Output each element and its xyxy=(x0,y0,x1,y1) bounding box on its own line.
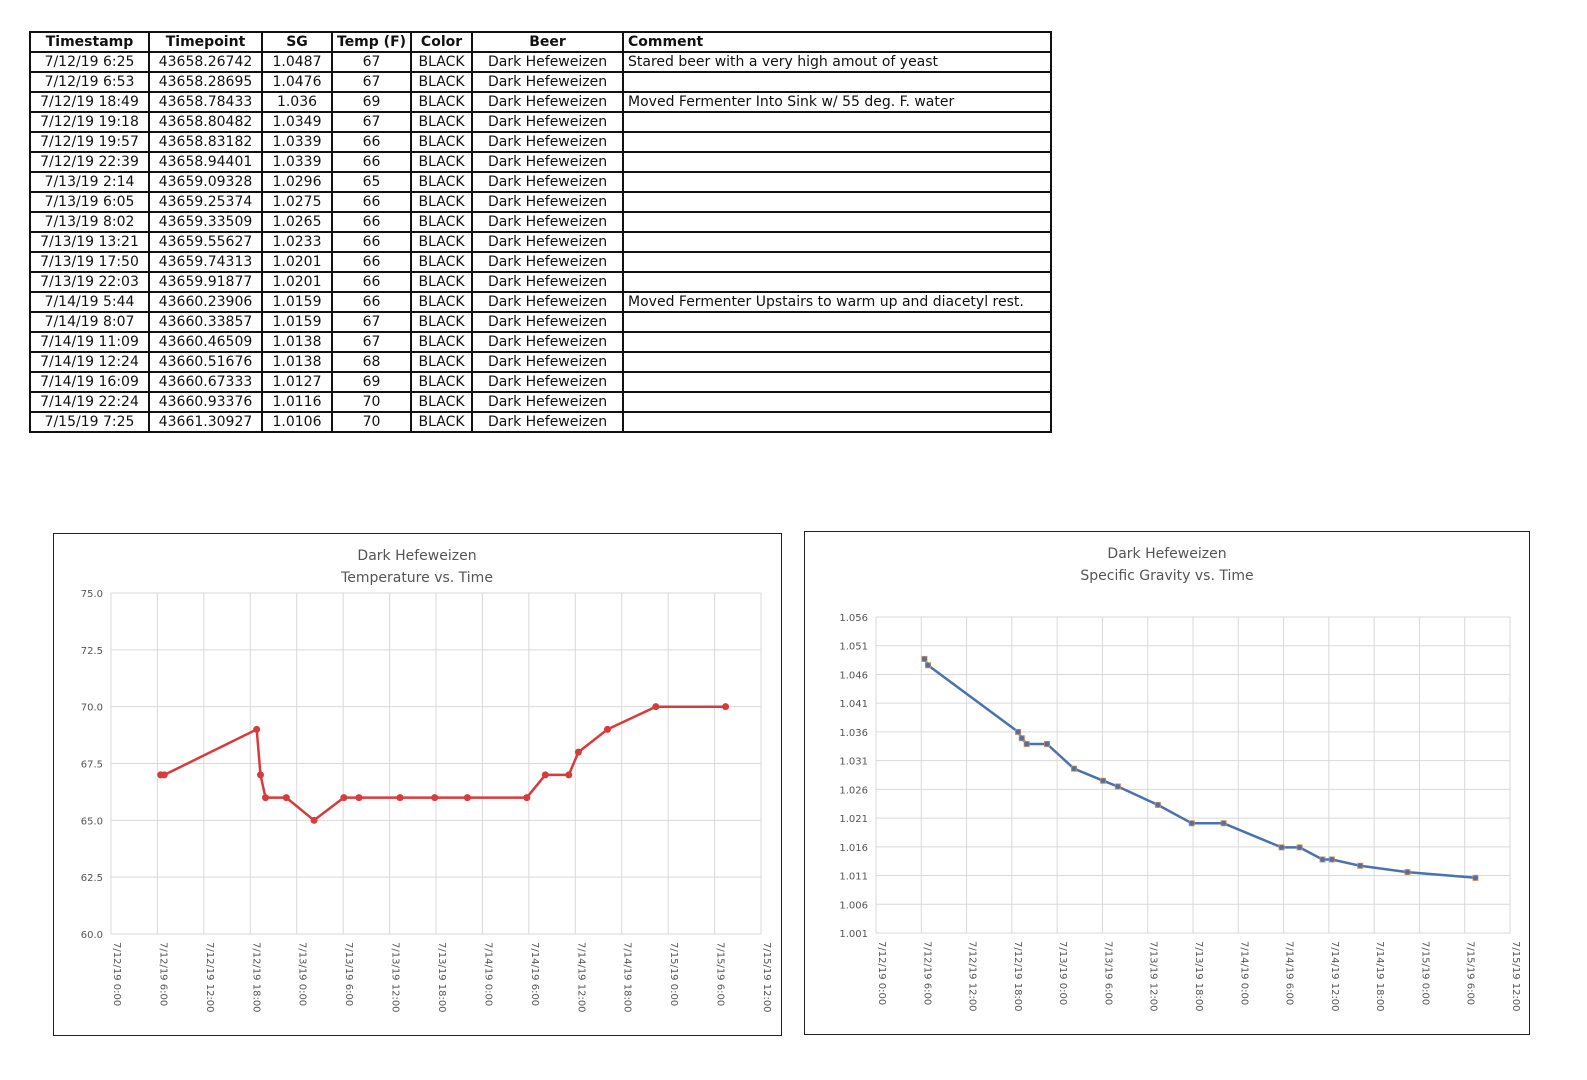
data-point xyxy=(1320,857,1325,862)
cell-comment xyxy=(623,352,1051,372)
table-row xyxy=(30,412,1051,432)
cell-sg: 1.0127 xyxy=(262,372,332,392)
cell-comment xyxy=(623,252,1051,272)
column-header-sg: SG xyxy=(262,32,332,52)
cell-sg: 1.0349 xyxy=(262,112,332,132)
cell-timepoint: 43659.74313 xyxy=(149,252,262,272)
data-point xyxy=(1115,784,1120,789)
cell-timestamp: 7/13/19 17:50 xyxy=(30,252,149,272)
x-tick-label: 7/12/19 0:00 xyxy=(876,941,887,1006)
cell-color: BLACK xyxy=(411,72,472,92)
data-point xyxy=(1019,736,1024,741)
cell-beer: Dark Hefeweizen xyxy=(472,132,623,152)
cell-timepoint: 43661.30927 xyxy=(149,412,262,432)
cell-comment xyxy=(623,132,1051,152)
cell-sg: 1.0138 xyxy=(262,352,332,372)
y-tick-label: 1.051 xyxy=(839,641,868,653)
data-point xyxy=(340,794,347,801)
data-point xyxy=(652,703,659,710)
cell-beer: Dark Hefeweizen xyxy=(472,212,623,232)
cell-beer: Dark Hefeweizen xyxy=(472,252,623,272)
cell-temp: 65 xyxy=(332,172,411,192)
data-point xyxy=(1279,845,1284,850)
cell-color: BLACK xyxy=(411,352,472,372)
y-tick-label: 1.001 xyxy=(839,929,868,940)
data-point xyxy=(1189,821,1194,826)
y-tick-label: 1.011 xyxy=(839,871,868,883)
y-tick-label: 1.006 xyxy=(839,900,868,912)
cell-timepoint: 43659.09328 xyxy=(149,172,262,192)
data-point xyxy=(1473,875,1478,880)
x-tick-label: 7/14/19 12:00 xyxy=(575,942,587,1013)
cell-sg: 1.0487 xyxy=(262,52,332,72)
cell-comment xyxy=(623,332,1051,352)
data-point xyxy=(311,817,318,824)
data-point xyxy=(722,703,729,710)
table-row xyxy=(30,52,1051,72)
table-row xyxy=(30,212,1051,232)
cell-timestamp: 7/13/19 2:14 xyxy=(30,172,149,192)
cell-timestamp: 7/12/19 19:18 xyxy=(30,112,149,132)
cell-temp: 68 xyxy=(332,352,411,372)
y-tick-label: 1.041 xyxy=(839,699,868,711)
cell-beer: Dark Hefeweizen xyxy=(472,292,623,312)
cell-comment xyxy=(623,192,1051,212)
cell-beer: Dark Hefeweizen xyxy=(472,72,623,92)
cell-timepoint: 43660.67333 xyxy=(149,372,262,392)
cell-beer: Dark Hefeweizen xyxy=(472,352,623,372)
x-tick-label: 7/14/19 18:00 xyxy=(621,942,633,1013)
cell-comment xyxy=(623,272,1051,292)
x-tick-label: 7/13/19 0:00 xyxy=(296,942,308,1007)
cell-timestamp: 7/14/19 11:09 xyxy=(30,332,149,352)
cell-comment: Stared beer with a very high amout of yeast xyxy=(623,52,1051,72)
cell-timepoint: 43658.83182 xyxy=(149,132,262,152)
cell-temp: 66 xyxy=(332,192,411,212)
column-header-temp: Temp (F) xyxy=(332,32,411,52)
x-tick-label: 7/15/19 12:00 xyxy=(761,942,772,1013)
cell-temp: 69 xyxy=(332,372,411,392)
cell-temp: 66 xyxy=(332,152,411,172)
cell-temp: 70 xyxy=(332,392,411,412)
table-row xyxy=(30,192,1051,212)
table-row xyxy=(30,392,1051,412)
cell-sg: 1.0201 xyxy=(262,252,332,272)
cell-beer: Dark Hefeweizen xyxy=(472,312,623,332)
cell-sg: 1.0275 xyxy=(262,192,332,212)
cell-temp: 66 xyxy=(332,232,411,252)
cell-beer: Dark Hefeweizen xyxy=(472,412,623,432)
table-row xyxy=(30,332,1051,352)
y-tick-label: 1.031 xyxy=(839,756,868,768)
x-tick-label: 7/13/19 0:00 xyxy=(1057,941,1069,1006)
y-tick-label: 1.016 xyxy=(839,842,868,854)
y-tick-label: 62.5 xyxy=(80,873,103,885)
cell-timepoint: 43660.33857 xyxy=(149,312,262,332)
cell-timepoint: 43660.46509 xyxy=(149,332,262,352)
x-tick-label: 7/12/19 12:00 xyxy=(966,941,978,1012)
cell-temp: 67 xyxy=(332,72,411,92)
y-tick-label: 1.046 xyxy=(839,670,868,682)
cell-sg: 1.0476 xyxy=(262,72,332,92)
data-point xyxy=(431,794,438,801)
table-row xyxy=(30,72,1051,92)
table-header-row xyxy=(30,32,1051,52)
data-point xyxy=(283,794,290,801)
cell-timestamp: 7/14/19 5:44 xyxy=(30,292,149,312)
column-header-comment: Comment xyxy=(623,32,1051,52)
table-row xyxy=(30,152,1051,172)
cell-comment xyxy=(623,152,1051,172)
table-row xyxy=(30,312,1051,332)
x-tick-label: 7/15/19 0:00 xyxy=(668,942,680,1007)
cell-timestamp: 7/12/19 22:39 xyxy=(30,152,149,172)
cell-color: BLACK xyxy=(411,292,472,312)
cell-timepoint: 43659.25374 xyxy=(149,192,262,212)
cell-timepoint: 43660.93376 xyxy=(149,392,262,412)
data-point xyxy=(161,771,168,778)
x-tick-label: 7/12/19 6:00 xyxy=(921,941,933,1006)
table-body xyxy=(30,52,1051,432)
chart-title: Dark Hefeweizen xyxy=(1107,546,1227,562)
cell-color: BLACK xyxy=(411,52,472,72)
cell-temp: 67 xyxy=(332,112,411,132)
cell-temp: 70 xyxy=(332,412,411,432)
cell-temp: 67 xyxy=(332,332,411,352)
cell-timestamp: 7/13/19 22:03 xyxy=(30,272,149,292)
data-point xyxy=(1329,857,1334,862)
y-tick-label: 1.056 xyxy=(839,613,868,624)
cell-sg: 1.0116 xyxy=(262,392,332,412)
x-tick-label: 7/14/19 6:00 xyxy=(1283,941,1295,1006)
cell-timestamp: 7/15/19 7:25 xyxy=(30,412,149,432)
fermentation-log-table xyxy=(29,31,1052,433)
cell-beer: Dark Hefeweizen xyxy=(472,172,623,192)
cell-temp: 66 xyxy=(332,132,411,152)
cell-temp: 66 xyxy=(332,272,411,292)
cell-color: BLACK xyxy=(411,252,472,272)
cell-color: BLACK xyxy=(411,232,472,252)
x-tick-label: 7/13/19 18:00 xyxy=(1193,941,1204,1012)
table-row xyxy=(30,112,1051,132)
cell-timepoint: 43658.28695 xyxy=(149,72,262,92)
table-row xyxy=(30,352,1051,372)
x-tick-label: 7/12/19 6:00 xyxy=(157,942,169,1007)
y-tick-label: 1.026 xyxy=(839,785,868,797)
cell-color: BLACK xyxy=(411,152,472,172)
cell-timepoint: 43659.91877 xyxy=(149,272,262,292)
cell-color: BLACK xyxy=(411,272,472,292)
data-point xyxy=(257,771,264,778)
data-point xyxy=(355,794,362,801)
cell-sg: 1.036 xyxy=(262,92,332,112)
cell-temp: 66 xyxy=(332,212,411,232)
cell-beer: Dark Hefeweizen xyxy=(472,272,623,292)
data-point xyxy=(1016,729,1021,734)
data-point xyxy=(922,656,927,661)
cell-sg: 1.0296 xyxy=(262,172,332,192)
data-point xyxy=(1155,802,1160,807)
cell-comment xyxy=(623,212,1051,232)
cell-timestamp: 7/13/19 8:02 xyxy=(30,212,149,232)
y-tick-label: 75.0 xyxy=(80,589,103,600)
y-tick-label: 1.021 xyxy=(839,814,868,826)
cell-temp: 69 xyxy=(332,92,411,112)
cell-timestamp: 7/14/19 8:07 xyxy=(30,312,149,332)
temperature-chart xyxy=(53,533,782,1036)
cell-color: BLACK xyxy=(411,132,472,152)
cell-sg: 1.0201 xyxy=(262,272,332,292)
x-tick-label: 7/12/19 0:00 xyxy=(111,942,122,1007)
cell-sg: 1.0159 xyxy=(262,312,332,332)
cell-temp: 66 xyxy=(332,252,411,272)
chart-title: Dark Hefeweizen xyxy=(357,548,477,564)
x-tick-label: 7/14/19 18:00 xyxy=(1374,941,1386,1012)
data-point xyxy=(1221,821,1226,826)
x-tick-label: 7/15/19 12:00 xyxy=(1510,941,1521,1012)
x-tick-label: 7/13/19 6:00 xyxy=(343,942,355,1007)
cell-sg: 1.0159 xyxy=(262,292,332,312)
cell-timepoint: 43658.26742 xyxy=(149,52,262,72)
cell-timepoint: 43659.55627 xyxy=(149,232,262,252)
table-row xyxy=(30,272,1051,292)
chart-subtitle: Specific Gravity vs. Time xyxy=(1080,568,1254,584)
data-point xyxy=(253,726,260,733)
cell-comment xyxy=(623,312,1051,332)
data-point xyxy=(1101,778,1106,783)
x-tick-label: 7/13/19 6:00 xyxy=(1102,941,1114,1006)
cell-color: BLACK xyxy=(411,112,472,132)
table-row xyxy=(30,252,1051,272)
data-point xyxy=(925,663,930,668)
cell-sg: 1.0233 xyxy=(262,232,332,252)
cell-comment xyxy=(623,412,1051,432)
cell-timestamp: 7/14/19 12:24 xyxy=(30,352,149,372)
cell-color: BLACK xyxy=(411,392,472,412)
specific-gravity-chart-svg xyxy=(805,532,1529,1034)
cell-comment: Moved Fermenter Into Sink w/ 55 deg. F. water xyxy=(623,92,1051,112)
data-point xyxy=(1297,845,1302,850)
x-tick-label: 7/15/19 6:00 xyxy=(714,942,726,1007)
cell-color: BLACK xyxy=(411,192,472,212)
y-tick-label: 65.0 xyxy=(80,816,103,828)
x-tick-label: 7/12/19 12:00 xyxy=(203,942,215,1013)
cell-timepoint: 43660.23906 xyxy=(149,292,262,312)
x-tick-label: 7/15/19 6:00 xyxy=(1464,941,1476,1006)
cell-comment: Moved Fermenter Upstairs to warm up and diacetyl rest. xyxy=(623,292,1051,312)
x-tick-label: 7/13/19 12:00 xyxy=(389,942,401,1013)
cell-beer: Dark Hefeweizen xyxy=(472,332,623,352)
data-point xyxy=(397,794,404,801)
cell-sg: 1.0339 xyxy=(262,152,332,172)
cell-timestamp: 7/12/19 18:49 xyxy=(30,92,149,112)
cell-timepoint: 43658.78433 xyxy=(149,92,262,112)
series-line xyxy=(924,659,1475,878)
cell-sg: 1.0106 xyxy=(262,412,332,432)
cell-color: BLACK xyxy=(411,172,472,192)
table-row xyxy=(30,292,1051,312)
column-header-color: Color xyxy=(411,32,472,52)
cell-timestamp: 7/14/19 16:09 xyxy=(30,372,149,392)
cell-comment xyxy=(623,172,1051,192)
x-tick-label: 7/15/19 0:00 xyxy=(1419,941,1431,1006)
data-point xyxy=(1072,766,1077,771)
y-tick-label: 60.0 xyxy=(80,930,103,941)
cell-timepoint: 43658.94401 xyxy=(149,152,262,172)
cell-comment xyxy=(623,392,1051,412)
cell-timestamp: 7/12/19 6:53 xyxy=(30,72,149,92)
column-header-timepoint: Timepoint xyxy=(149,32,262,52)
cell-color: BLACK xyxy=(411,212,472,232)
cell-beer: Dark Hefeweizen xyxy=(472,112,623,132)
cell-color: BLACK xyxy=(411,312,472,332)
data-point xyxy=(523,794,530,801)
cell-color: BLACK xyxy=(411,332,472,352)
table-row xyxy=(30,172,1051,192)
data-point xyxy=(1405,870,1410,875)
data-point xyxy=(565,771,572,778)
cell-timestamp: 7/13/19 6:05 xyxy=(30,192,149,212)
table-row xyxy=(30,372,1051,392)
cell-comment xyxy=(623,372,1051,392)
data-point xyxy=(604,726,611,733)
cell-timestamp: 7/12/19 19:57 xyxy=(30,132,149,152)
column-header-timestamp: Timestamp xyxy=(30,32,149,52)
data-point xyxy=(464,794,471,801)
cell-color: BLACK xyxy=(411,92,472,112)
cell-temp: 67 xyxy=(332,312,411,332)
chart-subtitle: Temperature vs. Time xyxy=(341,570,493,586)
y-tick-label: 1.036 xyxy=(839,727,868,739)
cell-beer: Dark Hefeweizen xyxy=(472,152,623,172)
table-row xyxy=(30,232,1051,252)
x-tick-label: 7/12/19 18:00 xyxy=(250,942,262,1013)
y-tick-label: 67.5 xyxy=(80,759,103,771)
cell-timepoint: 43660.51676 xyxy=(149,352,262,372)
cell-beer: Dark Hefeweizen xyxy=(472,92,623,112)
data-point xyxy=(1024,741,1029,746)
table-row xyxy=(30,132,1051,152)
cell-beer: Dark Hefeweizen xyxy=(472,392,623,412)
cell-color: BLACK xyxy=(411,372,472,392)
data-point xyxy=(542,771,549,778)
temperature-chart-svg xyxy=(54,534,781,1035)
x-tick-label: 7/14/19 0:00 xyxy=(1238,941,1250,1006)
cell-timepoint: 43659.33509 xyxy=(149,212,262,232)
x-tick-label: 7/14/19 12:00 xyxy=(1328,941,1340,1012)
cell-sg: 1.0138 xyxy=(262,332,332,352)
cell-timestamp: 7/13/19 13:21 xyxy=(30,232,149,252)
cell-temp: 67 xyxy=(332,52,411,72)
x-tick-label: 7/12/19 18:00 xyxy=(1011,941,1023,1012)
cell-sg: 1.0339 xyxy=(262,132,332,152)
cell-beer: Dark Hefeweizen xyxy=(472,192,623,212)
y-tick-label: 72.5 xyxy=(80,645,103,657)
x-tick-label: 7/14/19 0:00 xyxy=(482,942,494,1007)
cell-comment xyxy=(623,112,1051,132)
table-row xyxy=(30,92,1051,112)
data-point xyxy=(575,749,582,756)
data-point xyxy=(1358,863,1363,868)
cell-timestamp: 7/14/19 22:24 xyxy=(30,392,149,412)
cell-beer: Dark Hefeweizen xyxy=(472,232,623,252)
cell-sg: 1.0265 xyxy=(262,212,332,232)
cell-timepoint: 43658.80482 xyxy=(149,112,262,132)
y-tick-label: 70.0 xyxy=(80,702,103,714)
cell-beer: Dark Hefeweizen xyxy=(472,372,623,392)
cell-comment xyxy=(623,232,1051,252)
data-point xyxy=(1045,741,1050,746)
cell-comment xyxy=(623,72,1051,92)
x-tick-label: 7/13/19 12:00 xyxy=(1147,941,1159,1012)
cell-beer: Dark Hefeweizen xyxy=(472,52,623,72)
cell-color: BLACK xyxy=(411,412,472,432)
cell-temp: 66 xyxy=(332,292,411,312)
x-tick-label: 7/14/19 6:00 xyxy=(528,942,540,1007)
column-header-beer: Beer xyxy=(472,32,623,52)
cell-timestamp: 7/12/19 6:25 xyxy=(30,52,149,72)
specific-gravity-chart xyxy=(804,531,1530,1035)
data-point xyxy=(262,794,269,801)
x-tick-label: 7/13/19 18:00 xyxy=(436,942,447,1013)
